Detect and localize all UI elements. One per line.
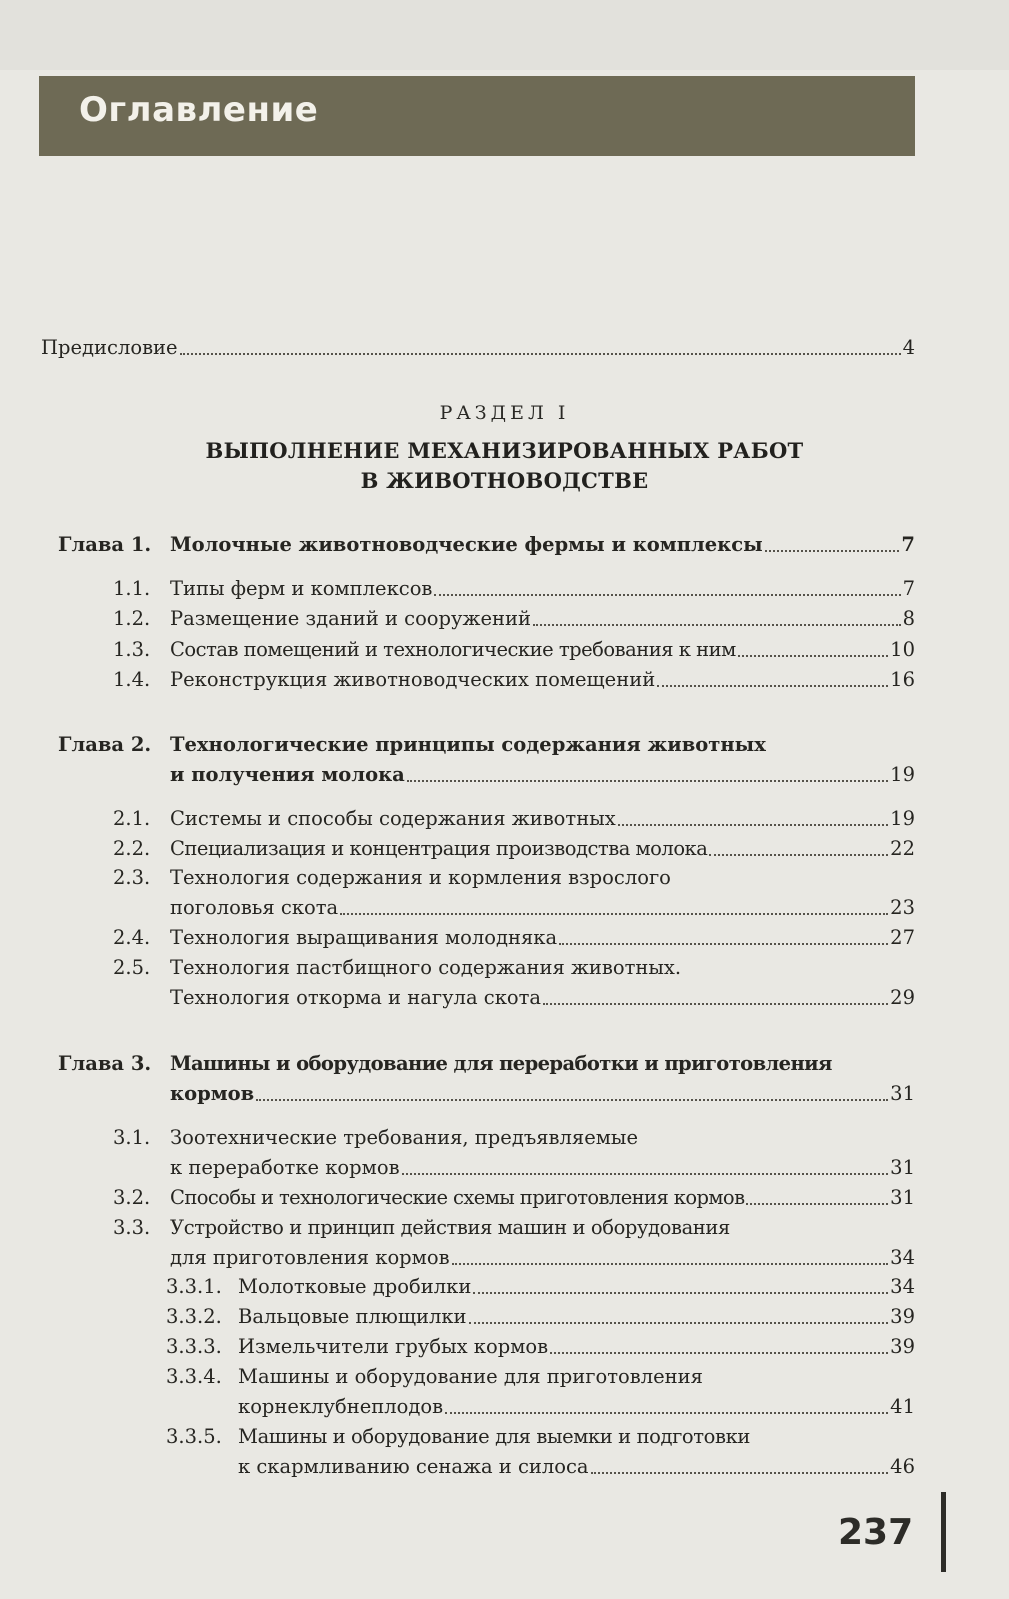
toc-section-3-3-line1[interactable] bbox=[113, 1214, 915, 1242]
page-number-rule bbox=[941, 1492, 946, 1572]
toc-section-2-5-line2[interactable] bbox=[170, 984, 915, 1012]
entry-page: 46 bbox=[890, 1455, 915, 1478]
chapter-number: Глава 2. bbox=[58, 733, 152, 756]
section-title: Технология содержания и кормления взрослого bbox=[170, 866, 671, 889]
toc-chapter-3-line2[interactable] bbox=[170, 1080, 915, 1108]
contents-title: Оглавление bbox=[79, 90, 319, 130]
subsection-title: Измельчители грубых кормов bbox=[238, 1335, 549, 1358]
section-title: Технология выращивания молодняка bbox=[170, 926, 558, 949]
toc-section-2-3-line1[interactable] bbox=[113, 864, 915, 892]
section-number: 2.5. bbox=[113, 956, 151, 979]
chapter-title: Машины и оборудование для переработки и приготовления bbox=[170, 1052, 832, 1075]
leader-dots bbox=[402, 1173, 889, 1175]
section-title: Специализация и концентрация производства молока bbox=[170, 837, 708, 860]
leader-dots bbox=[445, 1412, 888, 1414]
section-number: 1.2. bbox=[113, 607, 151, 630]
entry-page: 41 bbox=[890, 1395, 915, 1418]
subsection-title: Машины и оборудование для выемки и подготовки bbox=[238, 1425, 750, 1448]
section-number: 1.3. bbox=[113, 638, 151, 661]
entry-page: 34 bbox=[890, 1275, 915, 1298]
toc-subsection-3-3-4-line1[interactable] bbox=[166, 1363, 915, 1391]
toc-section-1-1[interactable] bbox=[113, 575, 915, 603]
toc-section-2-1[interactable] bbox=[113, 805, 915, 833]
subsection-title-cont: к скармливанию сенажа и силоса bbox=[238, 1455, 589, 1478]
entry-page: 22 bbox=[890, 837, 915, 860]
chapter-title: Молочные животноводческие фермы и комплексы bbox=[170, 533, 763, 556]
entry-page: 31 bbox=[890, 1156, 915, 1179]
chapter-title-cont: кормов bbox=[170, 1082, 255, 1105]
entry-page: 27 bbox=[890, 926, 915, 949]
toc-section-3-3-line2[interactable] bbox=[170, 1244, 915, 1272]
leader-dots bbox=[591, 1472, 889, 1474]
section-title-cont: для приготовления кормов bbox=[170, 1246, 450, 1269]
section-number: 3.3. bbox=[113, 1216, 151, 1239]
leader-dots bbox=[543, 1003, 888, 1005]
toc-subsection-3-3-3[interactable] bbox=[166, 1333, 915, 1361]
section-title-line2: В ЖИВОТНОВОДСТВЕ bbox=[360, 468, 649, 493]
toc-chapter-2-line1[interactable] bbox=[58, 731, 915, 759]
toc-chapter-2-line2[interactable] bbox=[170, 761, 915, 789]
chapter-number: Глава 1. bbox=[58, 533, 152, 556]
entry-page: 7 bbox=[902, 577, 915, 600]
section-title-line1: ВЫПОЛНЕНИЕ МЕХАНИЗИРОВАННЫХ РАБОТ bbox=[205, 438, 804, 463]
subsection-title: Машины и оборудование для приготовления bbox=[238, 1365, 703, 1388]
toc-entry-preface[interactable] bbox=[41, 334, 915, 362]
section-title: Размещение зданий и сооружений bbox=[170, 607, 531, 630]
toc-subsection-3-3-5-line1[interactable] bbox=[166, 1423, 915, 1451]
entry-page: 39 bbox=[890, 1335, 915, 1358]
section-title: Системы и способы содержания животных bbox=[170, 807, 616, 830]
subsection-number: 3.3.2. bbox=[166, 1305, 222, 1328]
toc-subsection-3-3-5-line2[interactable] bbox=[238, 1453, 915, 1481]
section-title: Устройство и принцип действия машин и оборудования bbox=[170, 1216, 730, 1239]
section-number: 2.1. bbox=[113, 807, 151, 830]
entry-page: 8 bbox=[902, 607, 915, 630]
leader-dots bbox=[765, 550, 900, 552]
leader-dots bbox=[434, 594, 900, 596]
toc-section-3-1-line1[interactable] bbox=[113, 1124, 915, 1152]
section-label: РАЗДЕЛ I bbox=[439, 402, 570, 424]
section-title: Реконструкция животноводческих помещений bbox=[170, 668, 656, 691]
section-number: 3.1. bbox=[113, 1126, 151, 1149]
subsection-number: 3.3.4. bbox=[166, 1365, 222, 1388]
leader-dots bbox=[709, 854, 888, 856]
subsection-title: Вальцовые плющилки bbox=[238, 1305, 467, 1328]
leader-dots bbox=[340, 913, 888, 915]
entry-page: 10 bbox=[890, 638, 915, 661]
leader-dots bbox=[452, 1263, 889, 1265]
chapter-title-cont: и получения молока bbox=[170, 763, 405, 786]
subsection-title-cont: корнеклубнеплодов bbox=[238, 1395, 444, 1418]
leader-dots bbox=[473, 1292, 888, 1294]
section-title: Типы ферм и комплексов bbox=[170, 577, 433, 600]
entry-page: 34 bbox=[890, 1246, 915, 1269]
toc-chapter-3-line1[interactable] bbox=[58, 1050, 915, 1078]
leader-dots bbox=[256, 1099, 888, 1101]
section-title-cont: поголовья скота bbox=[170, 896, 339, 919]
entry-title: Предисловие bbox=[41, 336, 178, 359]
leader-dots bbox=[657, 685, 888, 687]
toc-section-1-4[interactable] bbox=[113, 666, 915, 694]
subsection-number: 3.3.1. bbox=[166, 1275, 222, 1298]
section-number: 1.4. bbox=[113, 668, 151, 691]
leader-dots bbox=[746, 1203, 888, 1205]
subsection-number: 3.3.3. bbox=[166, 1335, 222, 1358]
toc-section-1-2[interactable] bbox=[113, 605, 915, 633]
chapter-number: Глава 3. bbox=[58, 1052, 152, 1075]
toc-subsection-3-3-4-line2[interactable] bbox=[238, 1393, 915, 1421]
section-number: 3.2. bbox=[113, 1186, 151, 1209]
section-title-cont: Технология откорма и нагула скота bbox=[170, 986, 542, 1009]
leader-dots bbox=[180, 353, 901, 355]
subsection-title: Молотковые дробилки bbox=[238, 1275, 472, 1298]
leader-dots bbox=[550, 1352, 888, 1354]
section-number: 2.4. bbox=[113, 926, 151, 949]
section-title: Технология пастбищного содержания животных. bbox=[170, 956, 682, 979]
subsection-number: 3.3.5. bbox=[166, 1425, 222, 1448]
chapter-title: Технологические принципы содержания животных bbox=[170, 733, 766, 756]
section-number: 2.2. bbox=[113, 837, 151, 860]
page-top-bleed bbox=[0, 0, 1009, 70]
contents-header-bar bbox=[39, 76, 915, 156]
toc-subsection-3-3-1[interactable] bbox=[166, 1273, 915, 1301]
toc-section-2-2[interactable] bbox=[113, 835, 915, 863]
toc-section-2-5-line1[interactable] bbox=[113, 954, 915, 982]
section-title: Состав помещений и технологические требования к ним bbox=[170, 638, 736, 661]
page-number: 237 bbox=[838, 1512, 914, 1553]
entry-page: 29 bbox=[890, 986, 915, 1009]
leader-dots bbox=[407, 780, 888, 782]
section-title: Способы и технологические схемы приготовления кормов bbox=[170, 1186, 745, 1209]
entry-page: 19 bbox=[890, 807, 915, 830]
leader-dots bbox=[618, 824, 888, 826]
section-title-cont: к переработке кормов bbox=[170, 1156, 400, 1179]
toc-section-1-3[interactable] bbox=[113, 636, 915, 664]
toc-chapter-1[interactable] bbox=[58, 531, 915, 559]
toc-section-2-3-line2[interactable] bbox=[170, 894, 915, 922]
leader-dots bbox=[559, 943, 888, 945]
entry-page: 7 bbox=[901, 533, 915, 556]
section-title: Зоотехнические требования, предъявляемые bbox=[170, 1126, 638, 1149]
toc-section-3-1-line2[interactable] bbox=[170, 1154, 915, 1182]
leader-dots bbox=[533, 624, 901, 626]
toc-section-3-2[interactable] bbox=[113, 1184, 915, 1212]
leader-dots bbox=[738, 655, 888, 657]
leader-dots bbox=[469, 1322, 889, 1324]
entry-page: 23 bbox=[890, 896, 915, 919]
entry-page: 31 bbox=[890, 1186, 915, 1209]
entry-page: 19 bbox=[890, 763, 915, 786]
section-number: 2.3. bbox=[113, 866, 151, 889]
entry-page: 39 bbox=[890, 1305, 915, 1328]
section-number: 1.1. bbox=[113, 577, 151, 600]
toc-subsection-3-3-2[interactable] bbox=[166, 1303, 915, 1331]
entry-page: 16 bbox=[890, 668, 915, 691]
entry-page: 31 bbox=[890, 1082, 915, 1105]
toc-section-2-4[interactable] bbox=[113, 924, 915, 952]
entry-page: 4 bbox=[902, 336, 915, 359]
